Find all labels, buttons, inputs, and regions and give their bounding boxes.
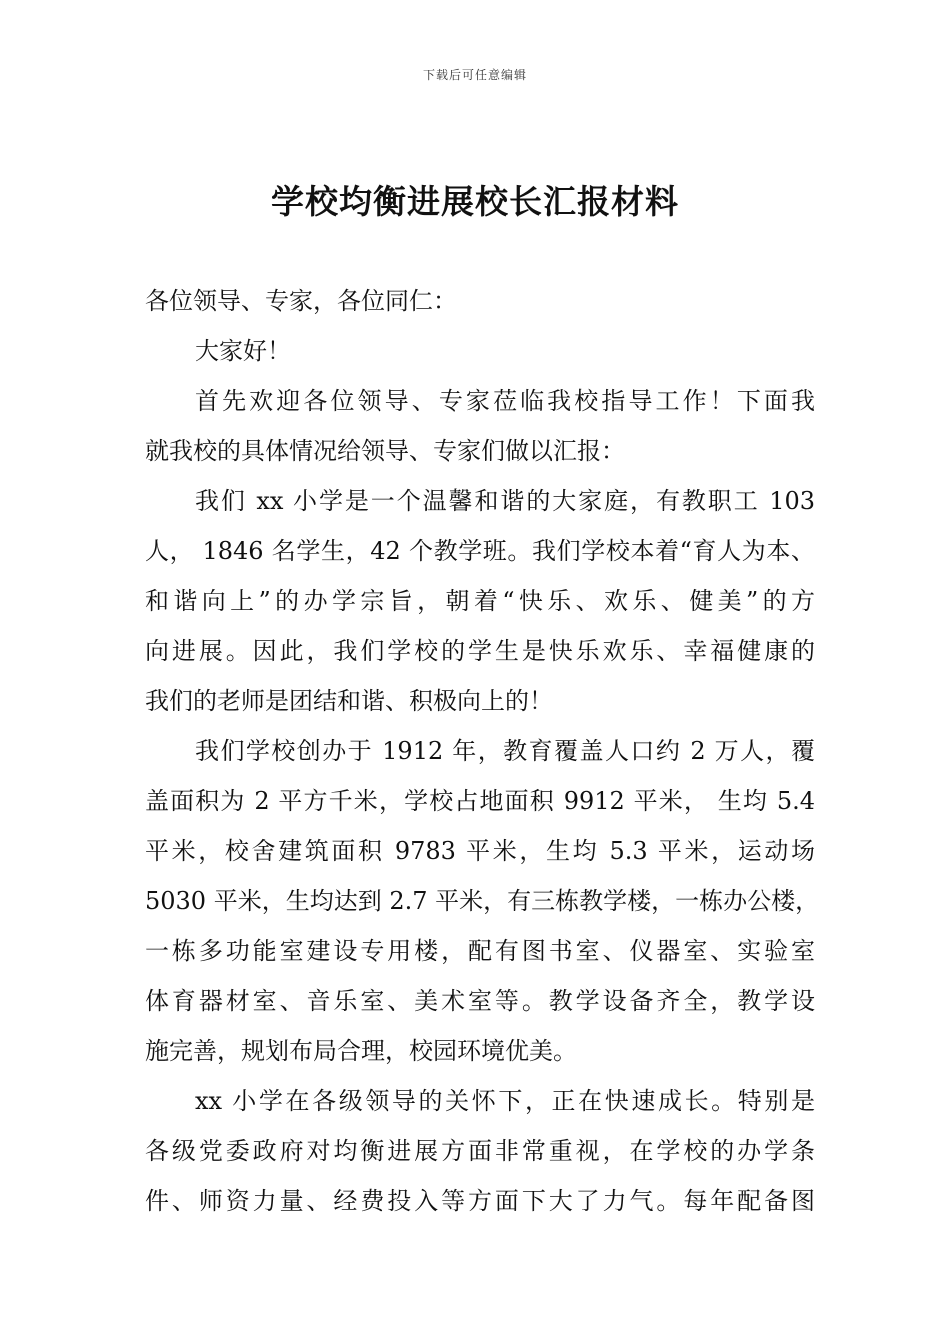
text-line: 就我校的具体情况给领导、专家们做以汇报： — [145, 437, 625, 465]
text-line: 各位领导、专家，各位同仁： — [145, 287, 457, 315]
text-line: 向进展。因此，我们学校的学生是快乐欢乐、幸福健康的 — [145, 637, 815, 665]
text-line: 首先欢迎各位领导、专家莅临我校指导工作！下面我 — [195, 387, 815, 415]
text-line: 大家好！ — [195, 337, 291, 365]
text-line: 平米，校舍建筑面积 9783 平米，生均 5.3 平米，运动场 — [145, 837, 815, 865]
text-line: 5030 平米，生均达到 2.7 平米，有三栋教学楼，一栋办公楼， — [145, 887, 820, 915]
text-line: 各级党委政府对均衡进展方面非常重视，在学校的办学条 — [145, 1137, 815, 1165]
text-line: 我们的老师是团结和谐、积极向上的！ — [145, 687, 553, 715]
text-line: 一栋多功能室建设专用楼，配有图书室、仪器室、实验室 — [145, 937, 815, 965]
document-body — [145, 276, 820, 1226]
text-line: 我们学校创办于 1912 年，教育覆盖人口约 2 万人，覆 — [195, 737, 815, 765]
text-line: xx 小学在各级领导的关怀下，正在快速成长。特别是 — [195, 1087, 815, 1115]
text-line: 人， 1846 名学生，42 个教学班。我们学校本着“育人为本、 — [145, 537, 815, 565]
text-line: 盖面积为 2 平方千米，学校占地面积 9912 平米， 生均 5.4 — [145, 787, 815, 815]
text-line: 和谐向上”的办学宗旨，朝着“快乐、欢乐、健美”的方 — [145, 587, 815, 615]
text-line: 施完善，规划布局合理，校园环境优美。 — [145, 1037, 577, 1065]
document-title: 学校均衡进展校长汇报材料 — [271, 182, 679, 221]
header-note: 下载后可任意编辑 — [422, 68, 527, 82]
text-line: 我们 xx 小学是一个温馨和谐的大家庭，有教职工 103 — [195, 487, 815, 515]
text-line: 体育器材室、音乐室、美术室等。教学设备齐全，教学设 — [145, 987, 815, 1015]
text-line: 件、师资力量、经费投入等方面下大了力气。每年配备图 — [145, 1187, 815, 1215]
